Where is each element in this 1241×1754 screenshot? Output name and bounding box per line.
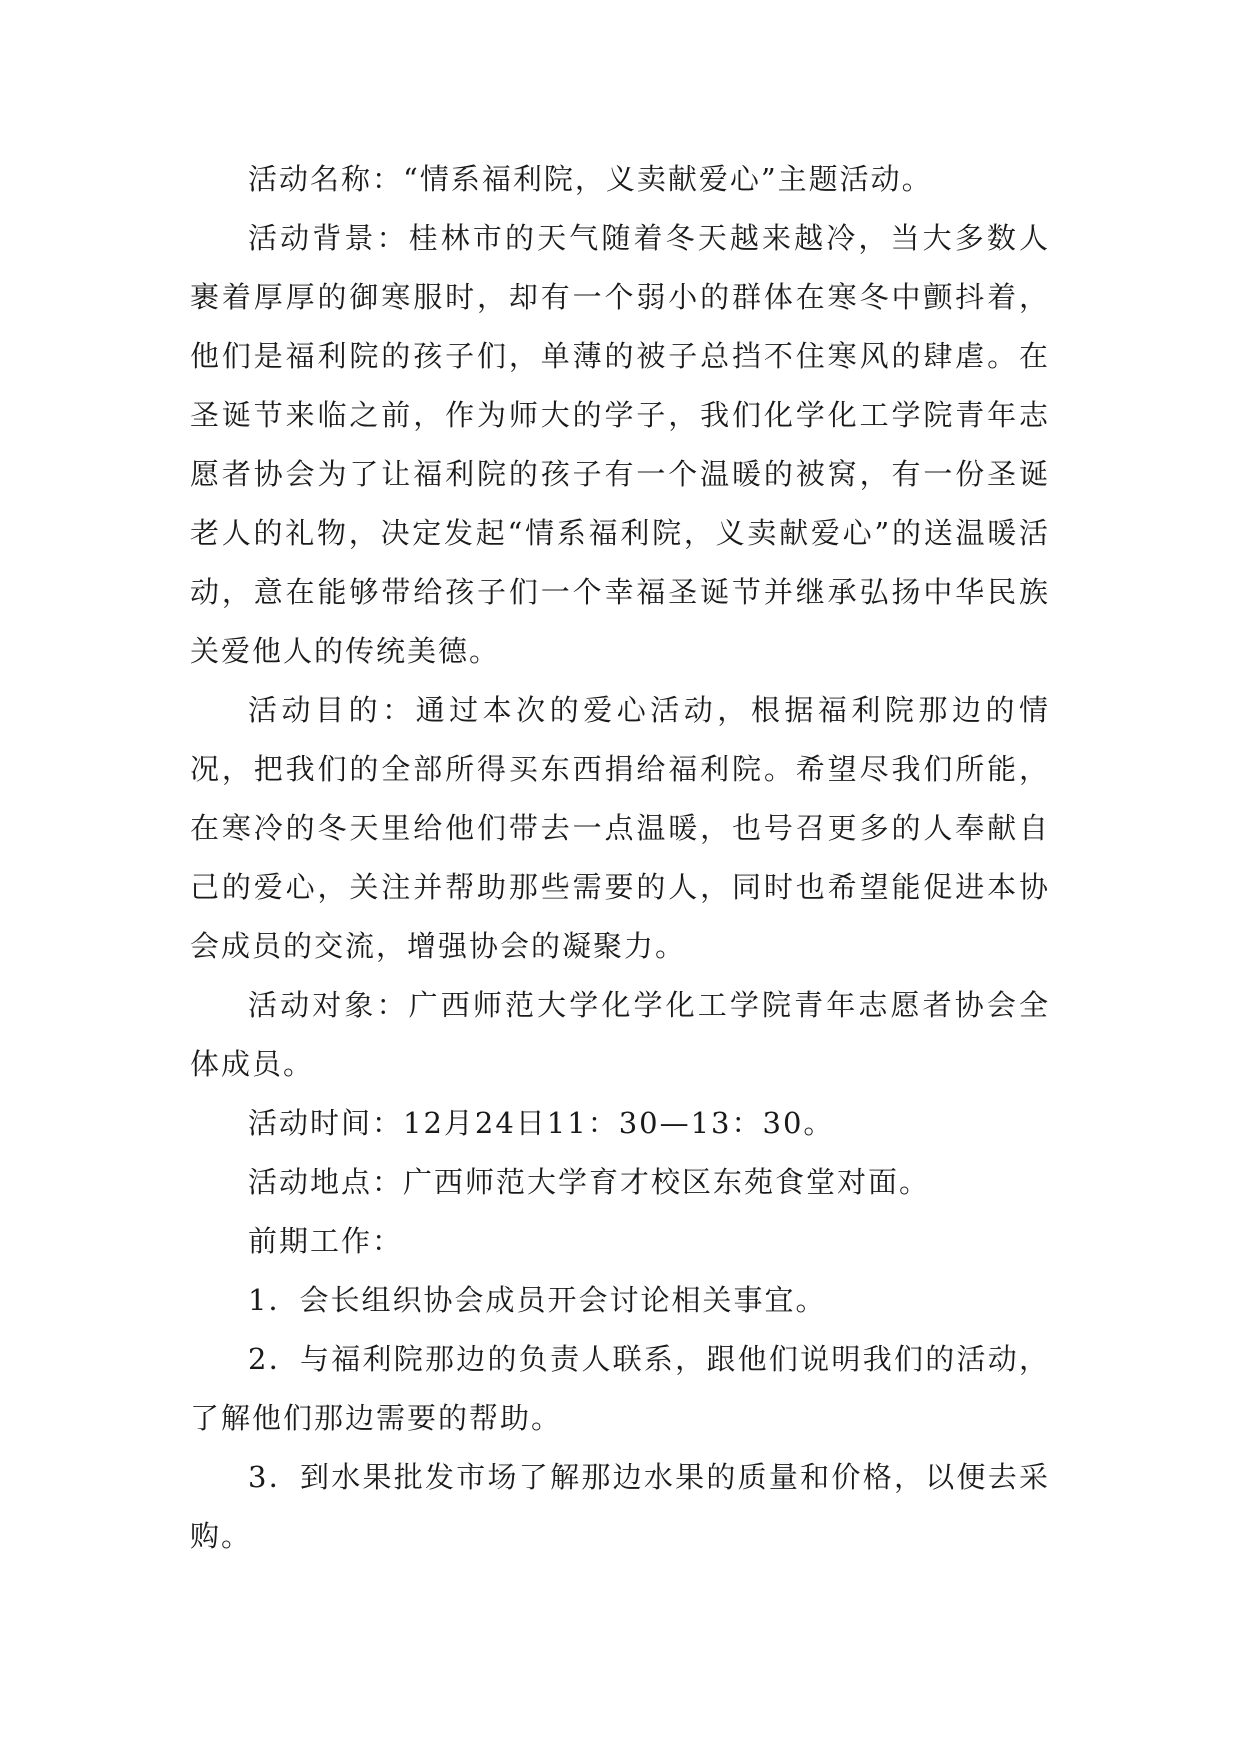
paragraph-activity-name: 活动名称：“情系福利院，义卖献爱心”主题活动。 <box>248 162 933 196</box>
paragraph-activity-time: 活动时间：12月24日11：30—13：30。 <box>248 1106 835 1140</box>
paragraph-activity-location: 活动地点：广西师范大学育才校区东苑食堂对面。 <box>248 1165 931 1199</box>
paragraph-preparation-step-2: 2．与福利院那边的负责人联系，跟他们说明我们的活动，了解他们那边需要的帮助。 <box>190 1342 1050 1435</box>
paragraph-preparation-step-3: 3．到水果批发市场了解那边水果的质量和价格，以便去采购。 <box>190 1460 1050 1553</box>
paragraph-activity-target: 活动对象：广西师范大学化学化工学院青年志愿者协会全体成员。 <box>190 988 1050 1081</box>
paragraph-preparation-heading: 前期工作： <box>248 1224 404 1258</box>
document-body <box>190 150 1050 1566</box>
paragraph-activity-background: 活动背景：桂林市的天气随着冬天越来越冷，当大多数人裹着厚厚的御寒服时，却有一个弱小的群体在寒冬中颤抖着，他们是福利院的孩子们，单薄的被子总挡不住寒风的肆虐。在圣诞节来临之前，作为师大的学子，我们化学化工学院青年志愿者协会为了让福利院的孩子有一个温暖的被窝，有一份圣诞老人的礼物，决定发起“情系福利院，义卖献爱心”的送温暖活动，意在能够带给孩子们一个幸福圣诞节并继承弘扬中华民族关爱他人的传统美德。 <box>190 221 1050 668</box>
paragraph-preparation-step-1: 1．会长组织协会成员开会讨论相关事宜。 <box>248 1283 827 1317</box>
paragraph-activity-purpose: 活动目的：通过本次的爱心活动，根据福利院那边的情况，把我们的全部所得买东西捐给福利院。希望尽我们所能，在寒冷的冬天里给他们带去一点温暖，也号召更多的人奉献自己的爱心，关注并帮助那些需要的人，同时也希望能促进本协会成员的交流，增强协会的凝聚力。 <box>190 693 1050 963</box>
